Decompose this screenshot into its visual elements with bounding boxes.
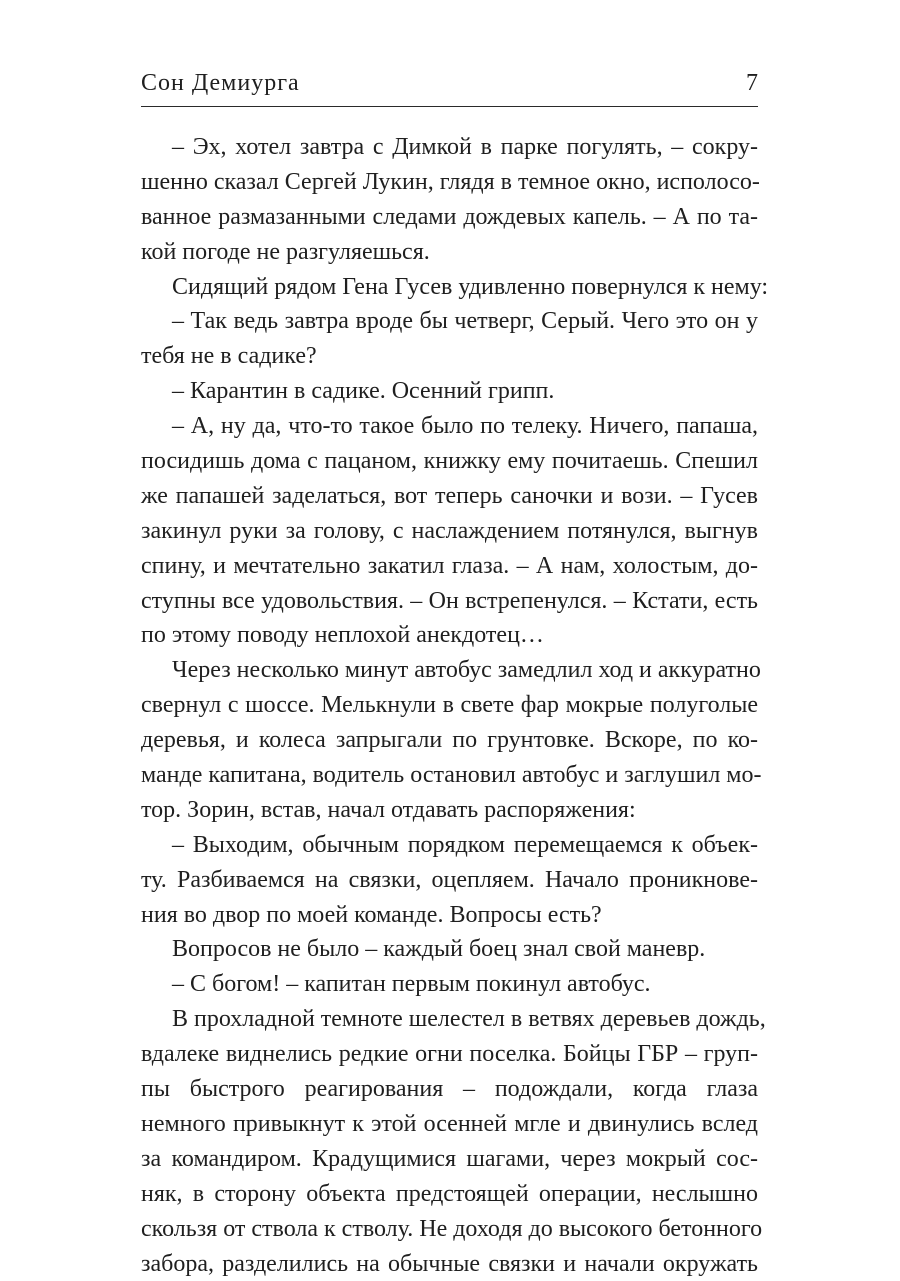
text-line: ния во двор по моей команде. Вопросы есть? <box>141 898 758 933</box>
text-line: няк, в сторону объекта предстоящей операции, неслышно <box>141 1177 758 1212</box>
text-line: же папашей заделаться, вот теперь саночки и вози. – Гусев <box>141 479 758 514</box>
body-text <box>141 130 758 1281</box>
text-line: манде капитана, водитель остановил автобус и заглушил мо- <box>141 758 758 793</box>
text-line: Через несколько минут автобус замедлил ход и аккуратно <box>141 653 758 688</box>
text-line: Сидящий рядом Гена Гусев удивленно повернулся к нему: <box>141 270 758 305</box>
text-line: посидишь дома с пацаном, книжку ему почитаешь. Спешил <box>141 444 758 479</box>
running-title: Сон Демиурга <box>141 68 300 98</box>
text-line: забора, разделились на обычные связки и начали окружать <box>141 1247 758 1281</box>
text-line: кой погоде не разгуляешься. <box>141 235 758 270</box>
text-line: немного привыкнут к этой осенней мгле и двинулись вслед <box>141 1107 758 1142</box>
text-line: свернул с шоссе. Мелькнули в свете фар мокрые полуголые <box>141 688 758 723</box>
text-line: скользя от ствола к стволу. Не доходя до высокого бетонного <box>141 1212 758 1247</box>
text-line: Вопросов не было – каждый боец знал свой маневр. <box>141 932 758 967</box>
text-line: ванное размазанными следами дождевых капель. – А по та- <box>141 200 758 235</box>
text-line: ступны все удовольствия. – Он встрепенулся. – Кстати, есть <box>141 584 758 619</box>
text-line: пы быстрого реагирования – подождали, когда глаза <box>141 1072 758 1107</box>
text-line: – Так ведь завтра вроде бы четверг, Серый. Чего это он у <box>141 304 758 339</box>
text-line: тебя не в садике? <box>141 339 758 374</box>
text-line: деревья, и колеса запрыгали по грунтовке. Вскоре, по ко- <box>141 723 758 758</box>
text-line: – Карантин в садике. Осенний грипп. <box>141 374 758 409</box>
page-number: 7 <box>746 68 758 98</box>
page-header <box>141 68 758 98</box>
header-divider <box>141 106 758 107</box>
text-line: шенно сказал Сергей Лукин, глядя в темное окно, исполосо- <box>141 165 758 200</box>
text-line: – Эх, хотел завтра с Димкой в парке погулять, – сокру- <box>141 130 758 165</box>
text-line: вдалеке виднелись редкие огни поселка. Бойцы ГБР – груп- <box>141 1037 758 1072</box>
text-line: – С богом! – капитан первым покинул автобус. <box>141 967 758 1002</box>
text-line: закинул руки за голову, с наслаждением потянулся, выгнув <box>141 514 758 549</box>
text-line: по этому поводу неплохой анекдотец… <box>141 618 758 653</box>
text-line: спину, и мечтательно закатил глаза. – А нам, холостым, до- <box>141 549 758 584</box>
text-line: ту. Разбиваемся на связки, оцепляем. Начало проникнове- <box>141 863 758 898</box>
text-line: за командиром. Крадущимися шагами, через мокрый сос- <box>141 1142 758 1177</box>
text-line: – А, ну да, что-то такое было по телеку. Ничего, папаша, <box>141 409 758 444</box>
text-line: – Выходим, обычным порядком перемещаемся к объек- <box>141 828 758 863</box>
text-line: тор. Зорин, встав, начал отдавать распоряжения: <box>141 793 758 828</box>
text-line: В прохладной темноте шелестел в ветвях деревьев дождь, <box>141 1002 758 1037</box>
